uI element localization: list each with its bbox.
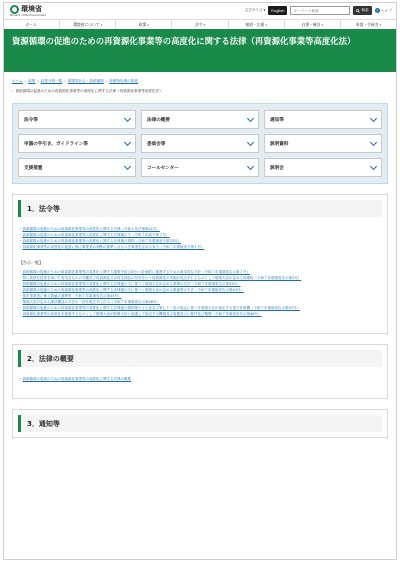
help-label: ヘルプ: [380, 7, 392, 13]
category-materials[interactable]: [264, 134, 382, 153]
nav-item-about[interactable]: [60, 20, 116, 29]
nav-label: 政策: [138, 21, 147, 27]
site-header: [4, 3, 396, 19]
search-button-label: 検索: [361, 8, 369, 12]
nav-item-whitepaper[interactable]: [285, 20, 341, 29]
breadcrumb-current: 資源循環の促進のための再資源化事業等の高度化に関する法律（再資源化事業等高度化法）: [15, 89, 163, 93]
link-text[interactable]: 資源循環の促進のための再資源化事業等の高度化に関する施策を総合的かつ計画的に推進するための基本的な方針（令和７年環境省告示第２号）: [22, 270, 250, 274]
chevron-down-icon: ▾: [263, 8, 266, 12]
nav-label: 法令: [194, 21, 203, 27]
breadcrumb-circular-society[interactable]: 循環型社会・資源循環: [67, 79, 104, 83]
law-link-list: [19, 226, 381, 250]
category-label: 法令等: [24, 117, 38, 123]
breadcrumb-policy[interactable]: 政策: [28, 79, 36, 83]
search-button[interactable]: [353, 6, 371, 15]
category-label: 申請の手引き、ガイドライン等: [24, 141, 88, 147]
chevron-down-icon: [370, 114, 377, 121]
category-support[interactable]: [18, 158, 136, 177]
breadcrumb-waste[interactable]: 廃棄物処理の推進: [109, 79, 138, 83]
chevron-down-icon: [247, 114, 254, 121]
chevron-down-icon: [247, 138, 254, 145]
chevron-right-icon: ›: [64, 79, 66, 83]
section-heading: 3．通知等: [18, 415, 382, 432]
category-laws[interactable]: [18, 110, 136, 129]
section-heading: 2．法律の概要: [18, 350, 382, 367]
chevron-down-icon: [124, 162, 131, 169]
category-label: 説明会: [270, 165, 284, 171]
logo-text: 環境省: [21, 5, 42, 13]
chevron-right-icon: ›: [105, 79, 108, 83]
font-size-label: 文字サイズ: [244, 8, 263, 12]
breadcrumb-home[interactable]: ホーム: [12, 79, 23, 83]
nav-label: 白書・統計: [301, 21, 321, 27]
link-text[interactable]: 資源循環の促進のための再資源化事業等の高度化に関する法律施行令に基づく環境大臣が定める基準の方法（令和７年環境省告示第43号）: [22, 282, 241, 286]
chevron-down-icon: ▾: [203, 22, 206, 27]
link-text[interactable]: 資源循環の促進のための再資源化事業等の高度化に関する法律の概要: [22, 377, 131, 381]
nav-item-policy[interactable]: [116, 20, 172, 29]
chevron-down-icon: [370, 138, 377, 145]
chevron-right-icon: ›: [24, 79, 27, 83]
category-committees[interactable]: [141, 134, 259, 153]
help-icon: ?: [376, 8, 378, 13]
chevron-down-icon: [370, 162, 377, 169]
breadcrumb: [4, 72, 396, 97]
category-label: 法律の概要: [147, 117, 170, 123]
nav-label: 報道・広報: [245, 21, 265, 27]
nav-item-application[interactable]: [341, 20, 396, 29]
logo-subtitle: Ministry of the Environment: [10, 14, 47, 17]
list-item[interactable]: [19, 244, 381, 250]
category-label: 通知等: [270, 117, 284, 123]
english-button[interactable]: English: [268, 6, 287, 15]
section-laws: [12, 194, 388, 334]
link-text[interactable]: 資源循環の促進のための再資源化事業等の高度化に関する法律施行令（令和７年政令第２号）: [22, 233, 170, 237]
link-text[interactable]: 再資源化事業等の高度化を促進するものとして環境大臣が財務大臣と協議して指定する機械及び装置並びに要件及び期間（令和７年環境省告示第48号）: [22, 312, 262, 316]
section-heading: 1．法令等: [18, 200, 382, 217]
chevron-down-icon: [124, 114, 131, 121]
chevron-right-icon: ›: [37, 79, 39, 83]
global-nav: [4, 19, 396, 31]
chevron-right-icon: ›: [12, 89, 14, 93]
category-label: 説明資料: [270, 141, 289, 147]
link-text[interactable]: 資源循環の促進のための再資源化事業等の高度化に関する法律施行令に基づく環境大臣の定める数値等の方法（令和７年環境省告示第44号）: [22, 288, 244, 292]
logo-mark-icon: [10, 5, 19, 14]
chevron-down-icon: ▾: [147, 22, 149, 27]
chevron-down-icon: [247, 162, 254, 169]
search-input[interactable]: [290, 6, 350, 15]
page-title: 資源循環の促進のための再資源化事業等の高度化に関する法律（再資源化事業等高度化法）: [4, 31, 396, 72]
link-text[interactable]: 資源循環の促進のための再資源化事業等の高度化に関する法律施行規則（令和７年環境省令第33号）: [22, 239, 181, 243]
category-guidelines[interactable]: [18, 134, 136, 153]
category-label: コールセンター: [147, 165, 179, 171]
site-logo[interactable]: [10, 5, 42, 14]
category-briefings[interactable]: [264, 158, 382, 177]
search-icon: [356, 9, 360, 13]
category-overview[interactable]: [141, 110, 259, 129]
nav-label: 環境省について: [73, 21, 100, 27]
category-label: 支援措置: [24, 165, 43, 171]
section-overview: [12, 344, 388, 399]
category-label: 委員会等: [147, 141, 166, 147]
breadcrumb-policy-areas[interactable]: 政策分野一覧: [40, 79, 63, 83]
nav-label: ホーム: [25, 21, 37, 27]
nav-label: 申請・手続き: [355, 21, 379, 27]
header-tools: [245, 6, 392, 15]
link-text[interactable]: 資源循環の促進のための再資源化事業等の高度化に関する法律（令和６年法律第41号）: [22, 227, 160, 231]
link-text[interactable]: 特に高度な技術を用いた有用なものの分離及び再資源化又は再生部品の回収を行う再資源化の実施が見込まれるものとして環境大臣が定める廃棄物（令和７年環境省告示第3号）: [22, 276, 302, 280]
category-notices[interactable]: [264, 110, 382, 129]
chevron-down-icon: [124, 138, 131, 145]
browser-page: [3, 2, 397, 560]
chevron-down-icon: ▾: [379, 22, 382, 27]
chevron-down-icon: ▾: [100, 22, 103, 27]
link-text[interactable]: 排出事業者に係る数値の基準等（令和７年環境省告示第45号）: [22, 294, 122, 298]
notice-link-list: [19, 269, 381, 317]
link-text[interactable]: 再資源化事業等の高度化の促進に係る事業者の判断の基準となるべき事項を定める省令（令和７年環境省令第１号）: [22, 245, 205, 249]
chevron-down-icon: ▾: [321, 22, 324, 27]
chevron-down-icon: ▾: [265, 22, 267, 27]
notice-list-heading: 【告示一覧】: [19, 260, 43, 265]
help-link[interactable]: [375, 8, 392, 14]
category-call-center[interactable]: [141, 158, 259, 177]
section-notices: [12, 409, 388, 438]
nav-item-law[interactable]: [172, 20, 228, 29]
nav-item-press[interactable]: [229, 20, 285, 29]
category-grid: [12, 103, 388, 184]
nav-item-home[interactable]: [4, 20, 60, 29]
font-size-toggle[interactable]: [245, 8, 266, 13]
link-text[interactable]: 環境大臣が定める線状構造の方法の一部を改正する告示（令和７年環境省告示第46号）: [22, 300, 160, 304]
link-text[interactable]: 資源循環の促進のための再資源化事業等の高度化に関する法律施行規則第六十七条及び第七十一条の規定に基づき環境大臣が指定する電子計算機（令和７年環境省告示第47号）: [22, 306, 300, 310]
